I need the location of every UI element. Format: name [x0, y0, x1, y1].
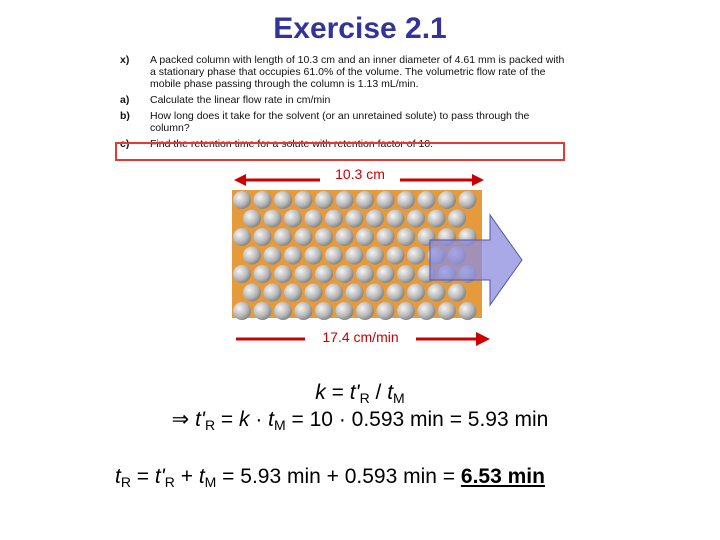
subscript: R: [120, 474, 131, 490]
packing-bead: [284, 284, 302, 302]
var-tm: t: [198, 465, 205, 488]
packing-bead: [428, 210, 446, 228]
packing-bead: [254, 302, 272, 320]
packing-bead: [264, 247, 282, 265]
subscript: M: [204, 474, 217, 490]
packing-bead: [274, 191, 292, 209]
eq-sign: =: [130, 465, 155, 488]
packing-bead: [366, 210, 384, 228]
final-answer: 6.53 min: [460, 465, 545, 488]
var-k: k: [239, 408, 250, 431]
packing-bead: [377, 228, 395, 246]
implies-symbol: ⇒: [171, 408, 196, 431]
packing-bead: [264, 210, 282, 228]
packing-bead: [418, 191, 436, 209]
part-text: Find the retention time for a solute with retention factor of 10.: [150, 138, 434, 150]
packing-bead: [233, 265, 251, 283]
packing-bead: [336, 191, 354, 209]
packing-bead: [336, 265, 354, 283]
packing-bead: [243, 247, 261, 265]
packing-bead: [315, 265, 333, 283]
packing-bead: [295, 302, 313, 320]
packing-bead: [264, 284, 282, 302]
packing-bead: [315, 228, 333, 246]
packing-bead: [407, 210, 425, 228]
part-label: x): [120, 54, 130, 66]
packing-bead: [356, 191, 374, 209]
flow-rate-label: 17.4 cm/min: [322, 329, 399, 345]
eq-sign: =: [325, 381, 350, 404]
var-tr: t: [115, 465, 121, 488]
packing-bead: [274, 228, 292, 246]
packing-bead: [284, 210, 302, 228]
packing-bead: [387, 210, 405, 228]
packing-bead: [397, 265, 415, 283]
part-text: Calculate the linear flow rate in cm/min: [150, 94, 331, 106]
packing-bead: [315, 191, 333, 209]
packing-bead: [438, 302, 456, 320]
part-label: a): [120, 94, 130, 106]
packing-bead: [305, 284, 323, 302]
packing-bead: [284, 247, 302, 265]
var-tr-prime: t': [349, 381, 360, 404]
packing-bead: [366, 247, 384, 265]
packing-bead: [356, 228, 374, 246]
packing-bead: [346, 210, 364, 228]
packing-bead: [428, 284, 446, 302]
packing-bead: [407, 284, 425, 302]
packing-bead: [356, 265, 374, 283]
packing-bead: [305, 210, 323, 228]
packing-bead: [243, 210, 261, 228]
var-tr-prime: t': [195, 408, 205, 431]
var-k: k: [315, 381, 326, 404]
packing-bead: [377, 191, 395, 209]
packing-bead: [356, 302, 374, 320]
part-text: A packed column with length of 10.3 cm and an inner diameter of 4.61 mm is packed with a stationary phase that occupies 61.0% of the volume. The volumetric flow rate of the mobile phase passing through the column is 1.13 mL/min.: [150, 54, 565, 90]
subscript: R: [164, 474, 175, 490]
packing-bead: [397, 228, 415, 246]
subscript: M: [393, 390, 405, 406]
packing-bead: [397, 302, 415, 320]
packing-bead: [274, 265, 292, 283]
equation-retention-factor: [0, 381, 720, 406]
packing-bead: [459, 191, 477, 209]
packing-bead: [325, 210, 343, 228]
packing-bead: [295, 265, 313, 283]
packing-bead: [233, 191, 251, 209]
eq-op: /: [369, 381, 388, 404]
equation-adjusted-retention: [0, 407, 720, 433]
part-label: b): [120, 110, 130, 122]
eq-result: = 5.93 min + 0.593 min =: [216, 465, 461, 488]
packing-bead: [397, 191, 415, 209]
packing-bead: [387, 247, 405, 265]
column-length-label: 10.3 cm: [335, 166, 385, 182]
eq-result: = 10 · 0.593 min = 5.93 min: [285, 408, 549, 431]
packing-bead: [336, 228, 354, 246]
packing-bead: [254, 265, 272, 283]
packing-bead: [366, 284, 384, 302]
eq-op: ·: [249, 408, 269, 431]
packing-bead: [448, 210, 466, 228]
var-tr-prime: t': [154, 465, 165, 488]
packing-bead: [325, 247, 343, 265]
packing-bead: [305, 247, 323, 265]
slide-title: Exercise 2.1: [273, 12, 447, 45]
packing-bead: [418, 302, 436, 320]
packing-bead: [295, 228, 313, 246]
subscript: R: [359, 390, 370, 406]
eq-op: +: [174, 465, 199, 488]
packing-bead: [254, 191, 272, 209]
packing-bead: [295, 191, 313, 209]
packing-bead: [233, 228, 251, 246]
packing-bead: [407, 247, 425, 265]
var-tm: t: [387, 381, 394, 404]
subscript: R: [204, 417, 216, 433]
packing-bead: [459, 302, 477, 320]
packing-bead: [243, 284, 261, 302]
packing-bead: [233, 302, 251, 320]
packing-bead: [377, 302, 395, 320]
packing-bead: [387, 284, 405, 302]
equation-retention-time: [115, 465, 545, 490]
eq-sign: =: [215, 408, 239, 431]
packing-bead: [336, 302, 354, 320]
packing-bead: [325, 284, 343, 302]
packing-bead: [448, 284, 466, 302]
packing-bead: [254, 228, 272, 246]
subscript: M: [274, 417, 286, 433]
part-text: How long does it take for the solvent (or an unretained solute) to pass through the column?: [150, 110, 530, 134]
packing-bead: [315, 302, 333, 320]
packing-bead: [346, 284, 364, 302]
part-label: c): [120, 138, 130, 150]
var-tm: t: [268, 408, 275, 431]
packing-bead: [377, 265, 395, 283]
packing-bead: [274, 302, 292, 320]
packing-bead: [438, 191, 456, 209]
packing-bead: [346, 247, 364, 265]
